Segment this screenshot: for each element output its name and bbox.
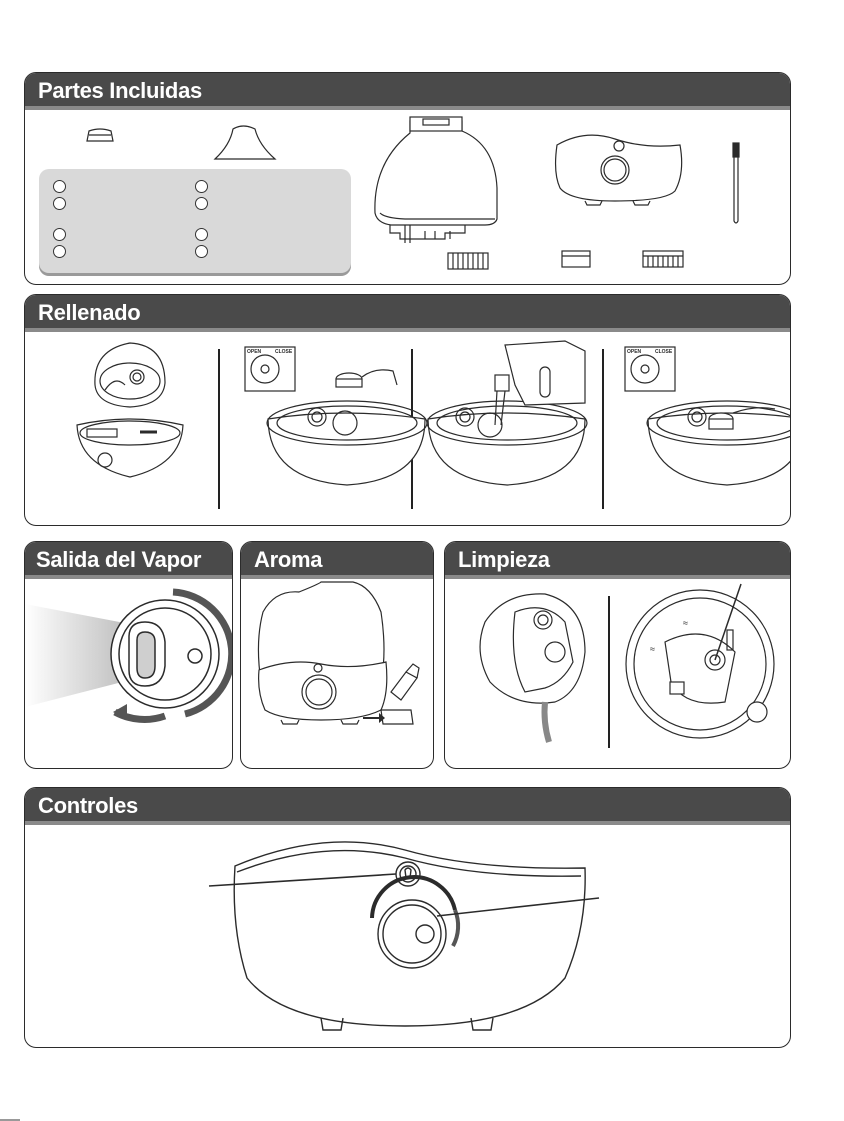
refill-title: Rellenado [38,300,141,325]
humidifier-base-icon [556,135,682,205]
aroma-pad-icon [381,710,413,724]
water-drop-mark-1: ≈ [650,644,655,654]
base-cleaning-icon [626,584,774,738]
controls-illustration [25,788,791,1048]
refill-step-2-icon [245,347,427,485]
refill-illustration [25,295,791,526]
mist-illustration [25,542,233,769]
mist-nozzle-icon [215,126,275,159]
cleaning-brush-icon [733,143,739,223]
filter-cartridge-icon [562,251,683,267]
controls-title: Controles [38,793,138,818]
parts-panel [24,72,791,285]
dial-close-label-1: CLOSE [275,349,293,355]
light-button-icon [396,862,420,886]
tank-pouring-icon [480,594,585,742]
aroma-oil-bottle-icon [391,664,419,700]
cleaning-title: Limpieza [458,547,550,572]
parts-illustration [25,73,791,285]
tank-cap-icon [448,253,488,269]
mist-panel [24,541,233,769]
water-drop-mark-2: ≈ [683,618,688,628]
dial-close-label-2: CLOSE [655,349,673,355]
parts-title: Partes Incluidas [38,78,202,103]
refill-step-1-icon [77,343,183,477]
cleaning-panel [444,541,791,769]
dial-open-label-1: OPEN [247,349,262,355]
aroma-title: Aroma [254,547,323,572]
dial-open-label-2: OPEN [627,349,642,355]
aroma-illustration [241,542,434,769]
refill-step-4-icon [625,347,791,485]
small-cap-icon [87,129,113,141]
refill-panel [24,294,791,526]
aroma-panel [240,541,434,769]
controls-panel [24,787,791,1048]
water-tank-icon [375,117,497,243]
refill-step-3-icon [427,341,587,485]
mist-title: Salida del Vapor [36,547,202,572]
cleaning-illustration [445,542,791,769]
